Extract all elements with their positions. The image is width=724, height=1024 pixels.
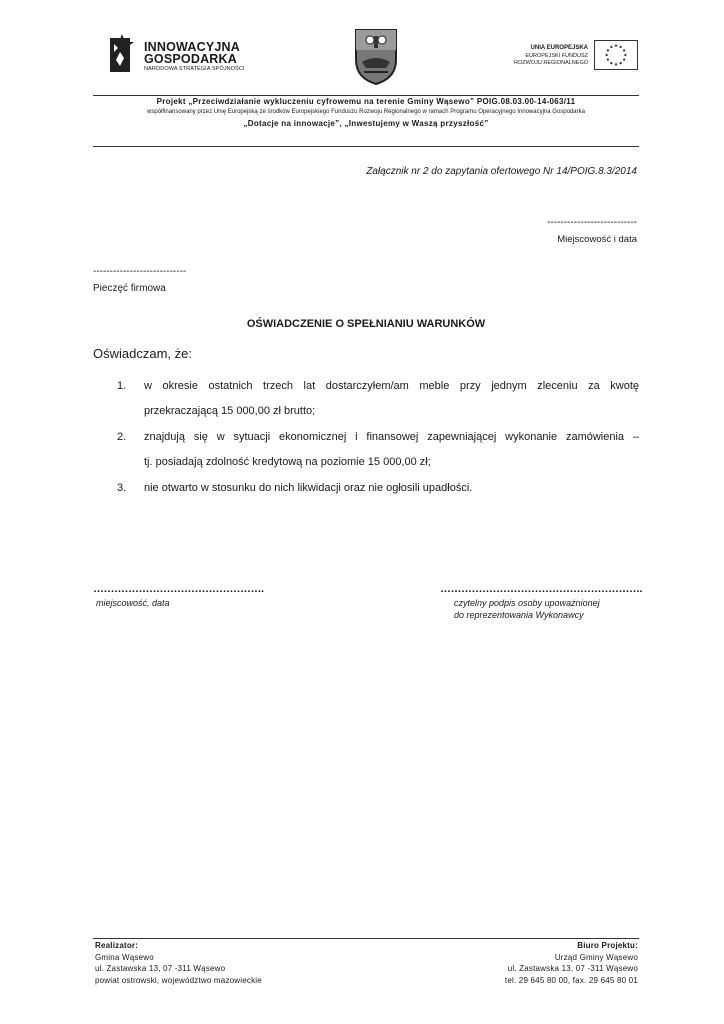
footer-realizator-region: powiat ostrowski, województwo mazowieckie: [95, 975, 262, 985]
stamp-label: Pieczęć firmowa: [93, 283, 166, 294]
list-item-text: znajdują się w sytuacji ekonomicznej i finansowej zapewniającej wykonanie zamówienia –: [144, 431, 639, 443]
list-item-number: 3.: [117, 482, 127, 494]
star-logo-icon: [108, 32, 136, 76]
footer-office-address: ul. Zastawska 13, 07 -311 Wąsewo: [507, 964, 638, 973]
list-item-number: 1.: [117, 380, 127, 392]
logo-text-gospodarka: GOSPODARKA: [144, 52, 237, 66]
eu-flag-icon: [594, 40, 638, 70]
project-title: Projekt „Przeciwdziałanie wykluczeniu cyfrowemu na terenie Gminy Wąsewo” POIG.08.03.00-14-063/11: [156, 97, 576, 106]
list-item-text: tj. posiadają zdolność kredytową na poziomie 15 000,00 zł;: [144, 456, 431, 468]
list-item-text: w okresie ostatnich trzech lat dostarczyłem/am meble przy jednym zleceniu za kwotę: [144, 380, 639, 392]
signature-label: czytelny podpis osoby upoważnionej: [454, 598, 600, 608]
footer-rule: [93, 938, 639, 939]
eu-text-regional: ROZWOJU REGIONALNEGO: [514, 60, 588, 66]
municipal-crest-icon: [352, 28, 400, 86]
signature-label-continued: do reprezentowania Wykonawcy: [454, 610, 584, 620]
footer-office-phone: tel. 29 645 80 00, fax. 29 645 80 01: [504, 975, 638, 985]
footer-project-office: [505, 940, 638, 986]
eu-logo: [508, 40, 638, 74]
innowacyjna-gospodarka-logo: [108, 32, 258, 80]
footer-office-name: Urząd Gminy Wąsewo: [554, 952, 638, 962]
declaration-intro: Oświadczam, że:: [93, 346, 192, 361]
footer-office-heading: Biuro Projektu:: [577, 941, 638, 950]
document-title: OŚWIADCZENIE O SPEŁNIANIU WARUNKÓW: [246, 318, 486, 330]
footer-realizator-name: Gmina Wąsewo: [95, 952, 154, 962]
stamp-line: ----------------------------: [93, 266, 187, 277]
footer-realizator: [95, 940, 262, 986]
eu-text-union: UNIA EUROPEJSKA: [530, 45, 588, 51]
project-cofinancing: współfinansowany przez Unię Europejską ze środków Europejskiego Funduszu Rozwoju Regionalnego w ramach Programu Operacyjnego Innowacyjna Gospodarka: [147, 109, 585, 115]
place-date-label: Miejscowość i data: [557, 234, 637, 245]
header-rule-bottom: [93, 146, 639, 147]
logo-text-strategy: NARODOWA STRATEGIA SPÓJNOŚCI: [144, 66, 245, 72]
footer-realizator-address: ul. Zastawska 13, 07 -311 Wąsewo: [95, 964, 226, 973]
signature-line: ………………………………………………….: [440, 583, 643, 595]
logo-text-innowacyjna: INNOWACYJNA: [144, 40, 240, 54]
list-item-text: przekraczającą 15 000,00 zł brutto;: [144, 405, 316, 417]
header-rule-top: [93, 95, 639, 96]
list-item-text: nie otwarto w stosunku do nich likwidacji oraz nie ogłosili upadłości.: [144, 482, 473, 494]
eu-text-fund: EUROPEJSKI FUNDUSZ: [525, 53, 588, 59]
signature-place-date-label: miejscowość, data: [96, 598, 170, 608]
list-item-number: 2.: [117, 431, 127, 443]
attachment-note: Załącznik nr 2 do zapytania ofertowego Nr 14/POIG.8.3/2014: [366, 166, 637, 177]
project-slogan: „Dotacje na innowacje”, „Inwestujemy w Waszą przyszłość”: [243, 119, 489, 128]
signature-place-date-line: ………………………………………….: [93, 583, 264, 595]
footer-realizator-heading: Realizator:: [95, 941, 139, 950]
place-date-line: ---------------------------: [547, 217, 637, 228]
